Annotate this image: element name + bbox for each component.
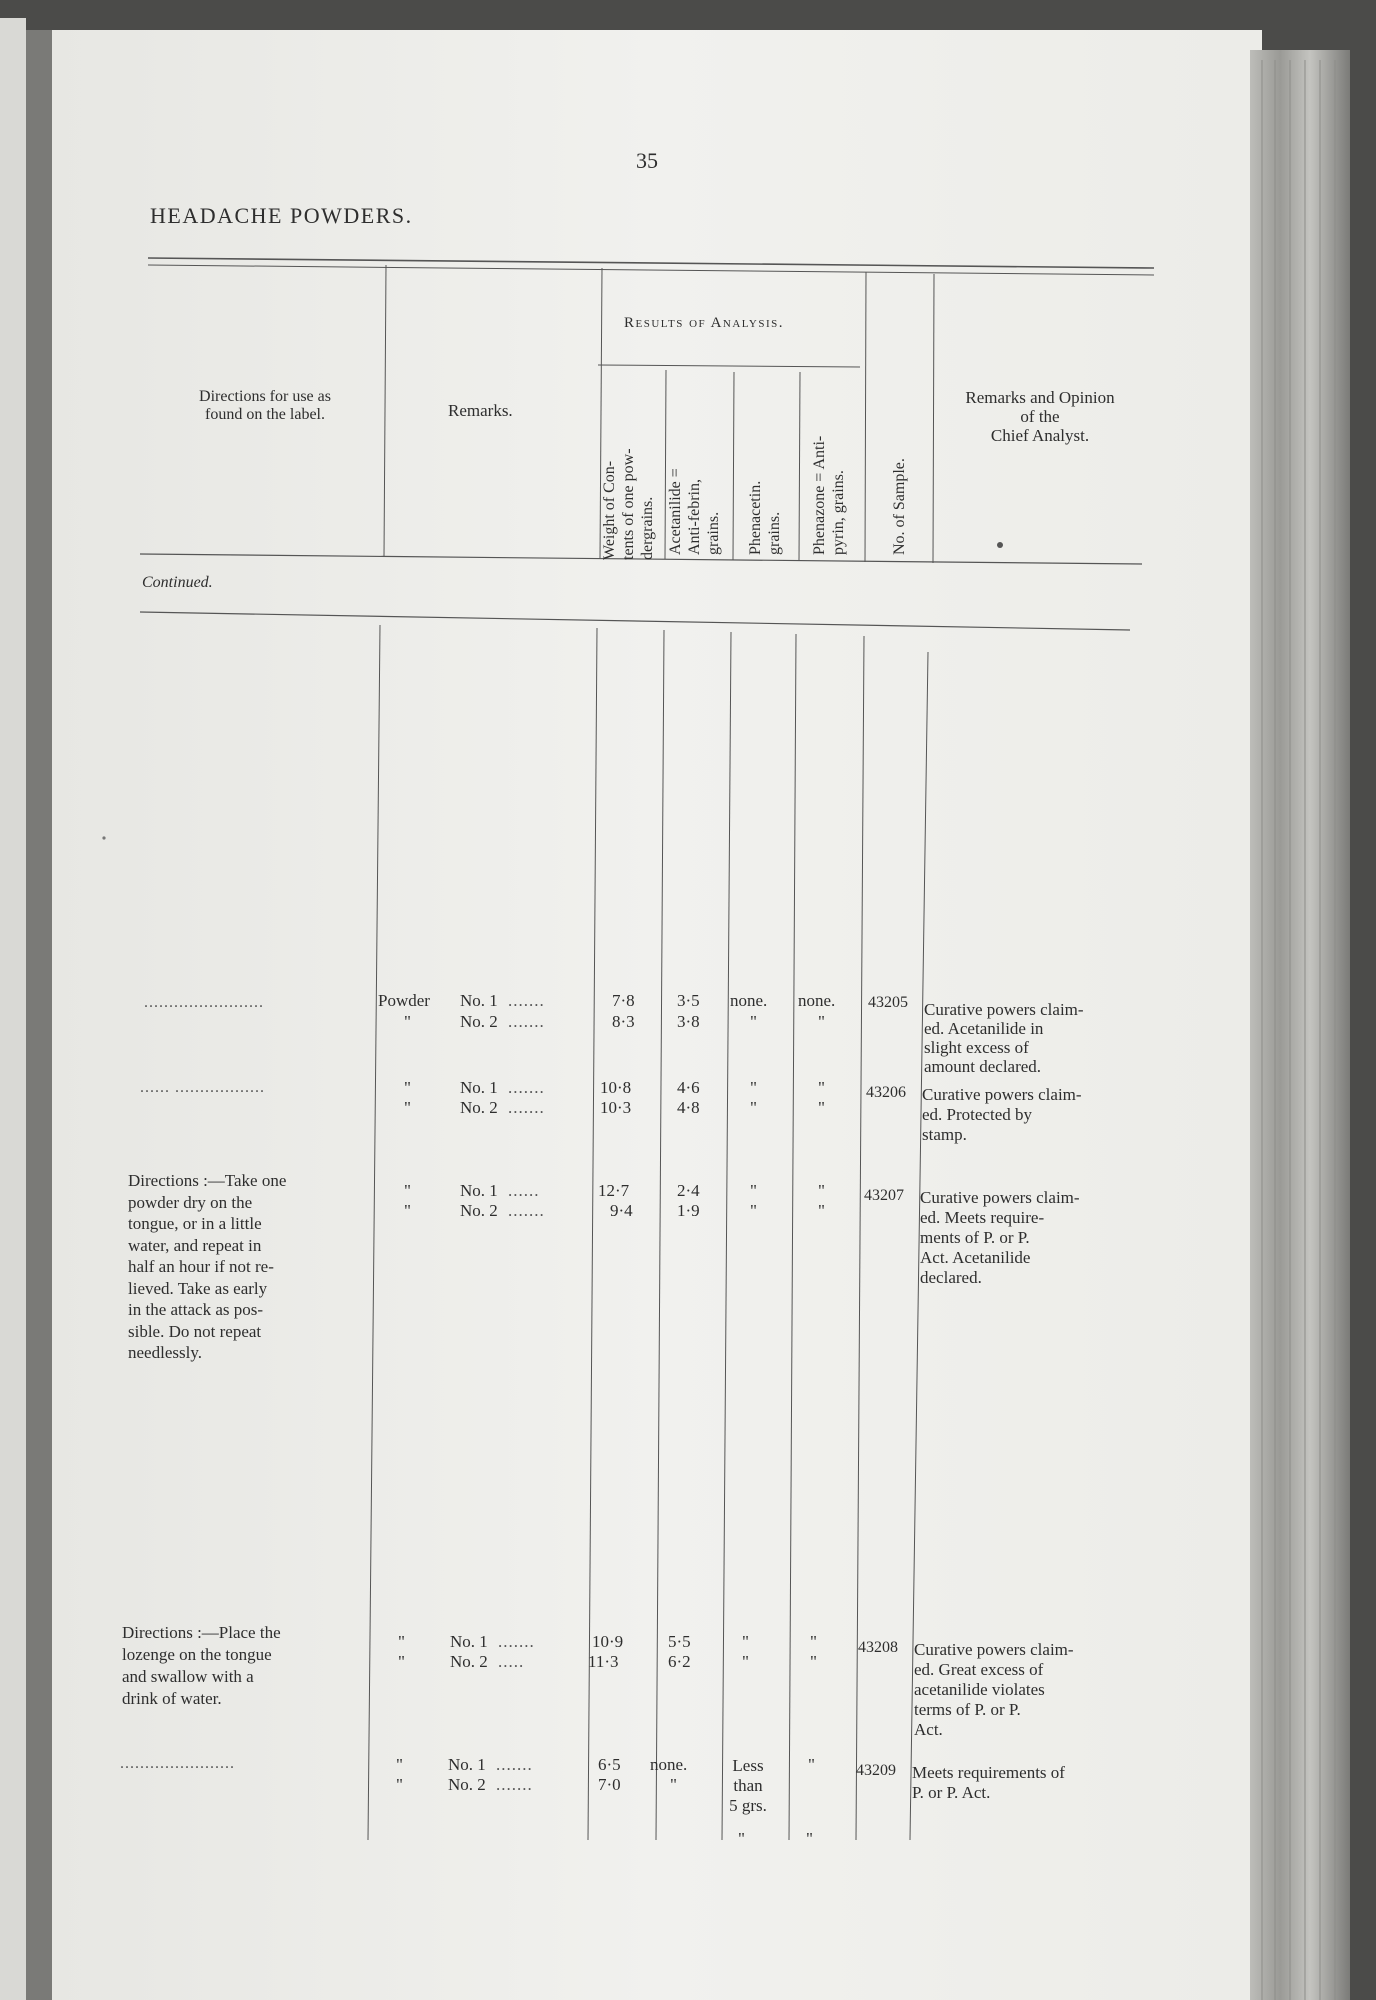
entry-3-row-1-phenazone: " [818, 1181, 825, 1200]
entry-5-row-2-leader: ....... [496, 1775, 533, 1794]
entry-3-row-2-phenacetin: " [750, 1201, 757, 1220]
entry-4-row-2-phenazone: " [810, 1652, 817, 1671]
entry-4-row-1-acetanilide: 5·5 [668, 1632, 691, 1651]
entry-5-row-2-remark: " [396, 1775, 403, 1794]
entry-5-row-2-phenacetin: " [738, 1829, 745, 1848]
entry-5-row-2-phenazone: " [806, 1829, 813, 1848]
entry-1-row-1-powder: No. 1 [460, 991, 498, 1010]
entry-3-row-1-acetanilide: 2·4 [677, 1181, 700, 1200]
header-results-of-analysis: Results of Analysis. [624, 315, 784, 331]
entry-4-row-1-leader: ....... [498, 1632, 535, 1651]
header-phenacetin: Phenacetin. grains. [747, 480, 783, 555]
entry-3-row-2-acetanilide: 1·9 [677, 1201, 700, 1220]
entry-1-row-1-weight: 7·8 [612, 991, 635, 1010]
entry-2-row-2-weight: 10·3 [600, 1098, 632, 1117]
entry-3-row-2-leader: ....... [508, 1201, 545, 1220]
entry-1-row-2-weight: 8·3 [612, 1012, 635, 1031]
entry-5-row-2-acetanilide: " [670, 1775, 677, 1794]
header-phenazone: Phenazone = Anti- pyrin, grains. [811, 435, 847, 555]
entry-3-row-2-remark: " [404, 1201, 411, 1220]
entry-1-sample: 43205 [868, 994, 908, 1011]
entry-1-row-1-remark: Powder [378, 991, 430, 1010]
entry-4-row-2-powder: No. 2 [450, 1652, 488, 1671]
entry-2-directions: ...... .................. [140, 1079, 265, 1096]
entry-5-row-1-remark: " [396, 1755, 403, 1774]
entry-4-row-1-weight: 10·9 [592, 1632, 624, 1651]
entry-5-row-1-weight: 6·5 [598, 1755, 621, 1774]
entry-1-opinion: Curative powers claim- ed. Acetanilide in slight excess of amount declared. [924, 1000, 1084, 1076]
entry-2-opinion: Curative powers claim- ed. Protected by stamp. [922, 1085, 1082, 1144]
entry-4-row-2-acetanilide: 6·2 [668, 1652, 691, 1671]
entry-5-opinion: Meets requirements of P. or P. Act. [912, 1763, 1065, 1802]
entry-5-row-1-leader: ....... [496, 1755, 533, 1774]
entry-2-row-1-acetanilide: 4·6 [677, 1078, 700, 1097]
entry-5-row-1-phenazone: " [808, 1755, 815, 1774]
entry-4-row-2-remark: " [398, 1652, 405, 1671]
entry-2-row-1-leader: ....... [508, 1078, 545, 1097]
entry-4-row-1-powder: No. 1 [450, 1632, 488, 1651]
entry-2-row-1-phenacetin: " [750, 1078, 757, 1097]
entry-1-row-2-remark: " [404, 1012, 411, 1031]
entry-5-row-1-powder: No. 1 [448, 1755, 486, 1774]
entry-5-sample: 43209 [856, 1762, 896, 1779]
entry-3-opinion: Curative powers claim- ed. Meets require- ments of P. or P. Act. Acetanilide declared. [920, 1188, 1080, 1287]
entry-3-row-1-leader: ...... [508, 1181, 540, 1200]
entry-4-row-2-leader: ..... [498, 1652, 525, 1671]
entry-2-row-2-leader: ....... [508, 1098, 545, 1117]
entry-2-row-1-weight: 10·8 [600, 1078, 632, 1097]
header-weight: Weight of Con- tents of one pow- dergrains. [601, 448, 656, 560]
entry-2-sample: 43206 [866, 1084, 906, 1101]
header-acetanilide: Acetanilide = Anti-febrin, grains. [667, 468, 722, 555]
entry-2-row-1-powder: No. 1 [460, 1078, 498, 1097]
entry-3-sample: 43207 [864, 1187, 904, 1204]
entry-3-row-1-remark: " [404, 1181, 411, 1200]
entry-4-row-2-weight: 11·3 [588, 1652, 619, 1671]
entry-1-row-1-acetanilide: 3·5 [677, 991, 700, 1010]
entry-4-row-2-phenacetin: " [742, 1652, 749, 1671]
entry-1-row-2-acetanilide: 3·8 [677, 1012, 700, 1031]
entry-1-row-2-leader: ....... [508, 1012, 545, 1031]
entry-3-directions: Directions :—Take one powder dry on the tongue, or in a little water, and repeat in half an hour if not re- lieved. Take as early in the attack as pos- sible. Do not repeat needlessly. [128, 1171, 287, 1362]
header-directions: Directions for use as found on the label. [199, 388, 331, 423]
entry-2-row-1-phenazone: " [818, 1078, 825, 1097]
entry-3-row-2-weight: 9·4 [610, 1201, 633, 1220]
entry-2-row-2-acetanilide: 4·8 [677, 1098, 700, 1117]
entry-5-row-2-powder: No. 2 [448, 1775, 486, 1794]
entry-1-directions: ........................ [144, 994, 264, 1011]
header-opinion: Remarks and Opinion of the Chief Analyst. [965, 388, 1115, 445]
entry-1-row-2-powder: No. 2 [460, 1012, 498, 1031]
entry-2-row-1-remark: " [404, 1078, 411, 1097]
entry-3-row-2-phenazone: " [818, 1201, 825, 1220]
entry-5-row-2-weight: 7·0 [598, 1775, 621, 1794]
entry-4-sample: 43208 [858, 1639, 898, 1656]
page-number: 35 [636, 148, 658, 173]
entry-4-opinion: Curative powers claim- ed. Great excess of acetanilide violates terms of P. or P. Act. [914, 1640, 1074, 1739]
entry-1-row-1-leader: ....... [508, 991, 545, 1010]
continued-label: Continued. [142, 574, 213, 591]
entry-2-row-2-phenazone: " [818, 1098, 825, 1117]
entry-1-row-2-phenacetin: " [750, 1012, 757, 1031]
entry-3-row-1-phenacetin: " [750, 1181, 757, 1200]
header-remarks: Remarks. [448, 401, 513, 420]
entry-1-row-2-phenazone: " [818, 1012, 825, 1031]
entry-5-row-1-acetanilide: none. [650, 1755, 688, 1774]
entry-4-row-1-remark: " [398, 1632, 405, 1651]
entry-4-directions: Directions :—Place the lozenge on the tongue and swallow with a drink of water. [122, 1623, 281, 1708]
entry-4-row-1-phenacetin: " [742, 1632, 749, 1651]
entry-2-row-2-phenacetin: " [750, 1098, 757, 1117]
entry-3-row-1-weight: 12·7 [598, 1181, 630, 1200]
entry-5-directions: ....................... [120, 1755, 235, 1772]
entry-3-row-2-powder: No. 2 [460, 1201, 498, 1220]
header-sample-no: No. of Sample. [891, 458, 908, 555]
entry-4-row-1-phenazone: " [810, 1632, 817, 1651]
entry-2-row-2-powder: No. 2 [460, 1098, 498, 1117]
entry-2-row-2-remark: " [404, 1098, 411, 1117]
entry-3-row-1-powder: No. 1 [460, 1181, 498, 1200]
entry-1-row-1-phenazone: none. [798, 991, 836, 1010]
page-title: HEADACHE POWDERS. [150, 203, 413, 228]
entry-1-row-1-phenacetin: none. [730, 991, 768, 1010]
entry-5-row-1-phenacetin: Less than 5 grs. [729, 1756, 767, 1815]
